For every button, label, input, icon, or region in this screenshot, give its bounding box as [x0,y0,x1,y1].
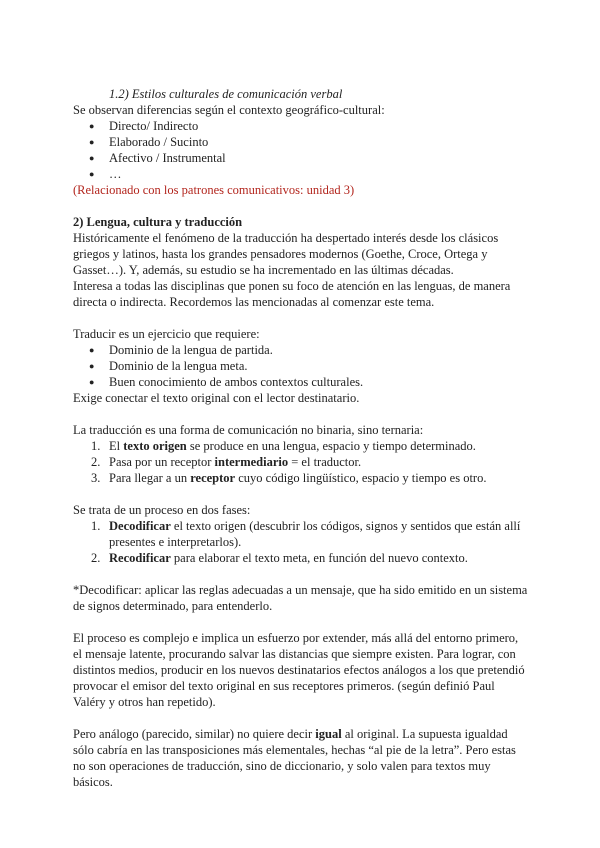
phases-intro: Se trata de un proceso en dos fases: [73,503,251,517]
related-note: (Relacionado con los patrones comunicativos: unidad 3) [73,183,355,197]
list-item: 1. El texto origen se produce en una lengua, espacio y tiempo determinado. [91,439,476,453]
list-item: ● Dominio de la lengua meta. [89,358,528,374]
list-item: 3. Para llegar a un receptor cuyo código lingüístico, espacio y tiempo es otro. [91,471,487,485]
paragraph: El proceso es complejo e implica un esfuerzo por extender, más allá del entorno primero, el mensaje latente, procurando salvar las distancias que siempre existen. Para lograr, con distintos medios, producir en los nuevos destinatarios efectos análogos a los que pretendió provocar el emisor del texto original en sus receptores primeros. (según definió Paul Valéry y otros han repetido). [73,631,525,709]
paragraph: Históricamente el fenómeno de la traducción ha despertado interés desde los clásicos griegos y latinos, hasta los grandes pensadores modernos (Goethe, Croce, Ortega y Gasset…). Y, además, su estudio se ha incrementado en las últimas décadas. [73,231,499,277]
list-item: 1. Decodificar el texto origen (descubrir los códigos, signos y sentidos que están allí presentes e interpretarlos). [91,519,521,549]
styles-list [73,118,528,182]
list-item: 2. Recodificar para elaborar el texto meta, en función del nuevo contexto. [91,551,468,565]
document-page [73,86,528,790]
requires-outro: Exige conectar el texto original con el lector destinatario. [73,391,360,405]
requires-intro: Traducir es un ejercicio que requiere: [73,327,260,341]
list-item: ● Buen conocimiento de ambos contextos culturales. [89,374,528,390]
footnote: *Decodificar: aplicar las reglas adecuadas a un mensaje, que ha sido emitido en un sistema de signos determinado, para entenderlo. [73,583,528,613]
list-item: ● Dominio de la lengua de partida. [89,342,528,358]
section-1-2-title: 1.2) Estilos culturales de comunicación verbal [109,87,343,101]
list-item: ● Directo/ Indirecto [89,118,528,134]
requires-list [73,342,528,390]
phases-list [73,518,528,566]
list-item: ● Afectivo / Instrumental [89,150,528,166]
paragraph: Interesa a todas las disciplinas que ponen su foco de atención en las lenguas, de manera directa o indirecta. Recordemos las mencionadas al comenzar este tema. [73,279,511,309]
paragraph: Pero análogo (parecido, similar) no quiere decir igual al original. La supuesta igualdad sólo cabría en las transposiciones más elementales, hechas “al pie de la letra”. Pero estas no son operaciones de traducción, sino de diccionario, y solo valen para textos muy básicos. [73,727,516,789]
section-2-title: 2) Lengua, cultura y traducción [73,215,243,229]
section-1-2-intro: Se observan diferencias según el contexto geográfico-cultural: [73,103,385,117]
list-item: ● Elaborado / Sucinto [89,134,528,150]
list-item: ● … [89,166,528,182]
ternary-list [73,438,528,486]
ternary-intro: La traducción es una forma de comunicación no binaria, sino ternaria: [73,423,424,437]
list-item: 2. Pasa por un receptor intermediario = el traductor. [91,455,362,469]
